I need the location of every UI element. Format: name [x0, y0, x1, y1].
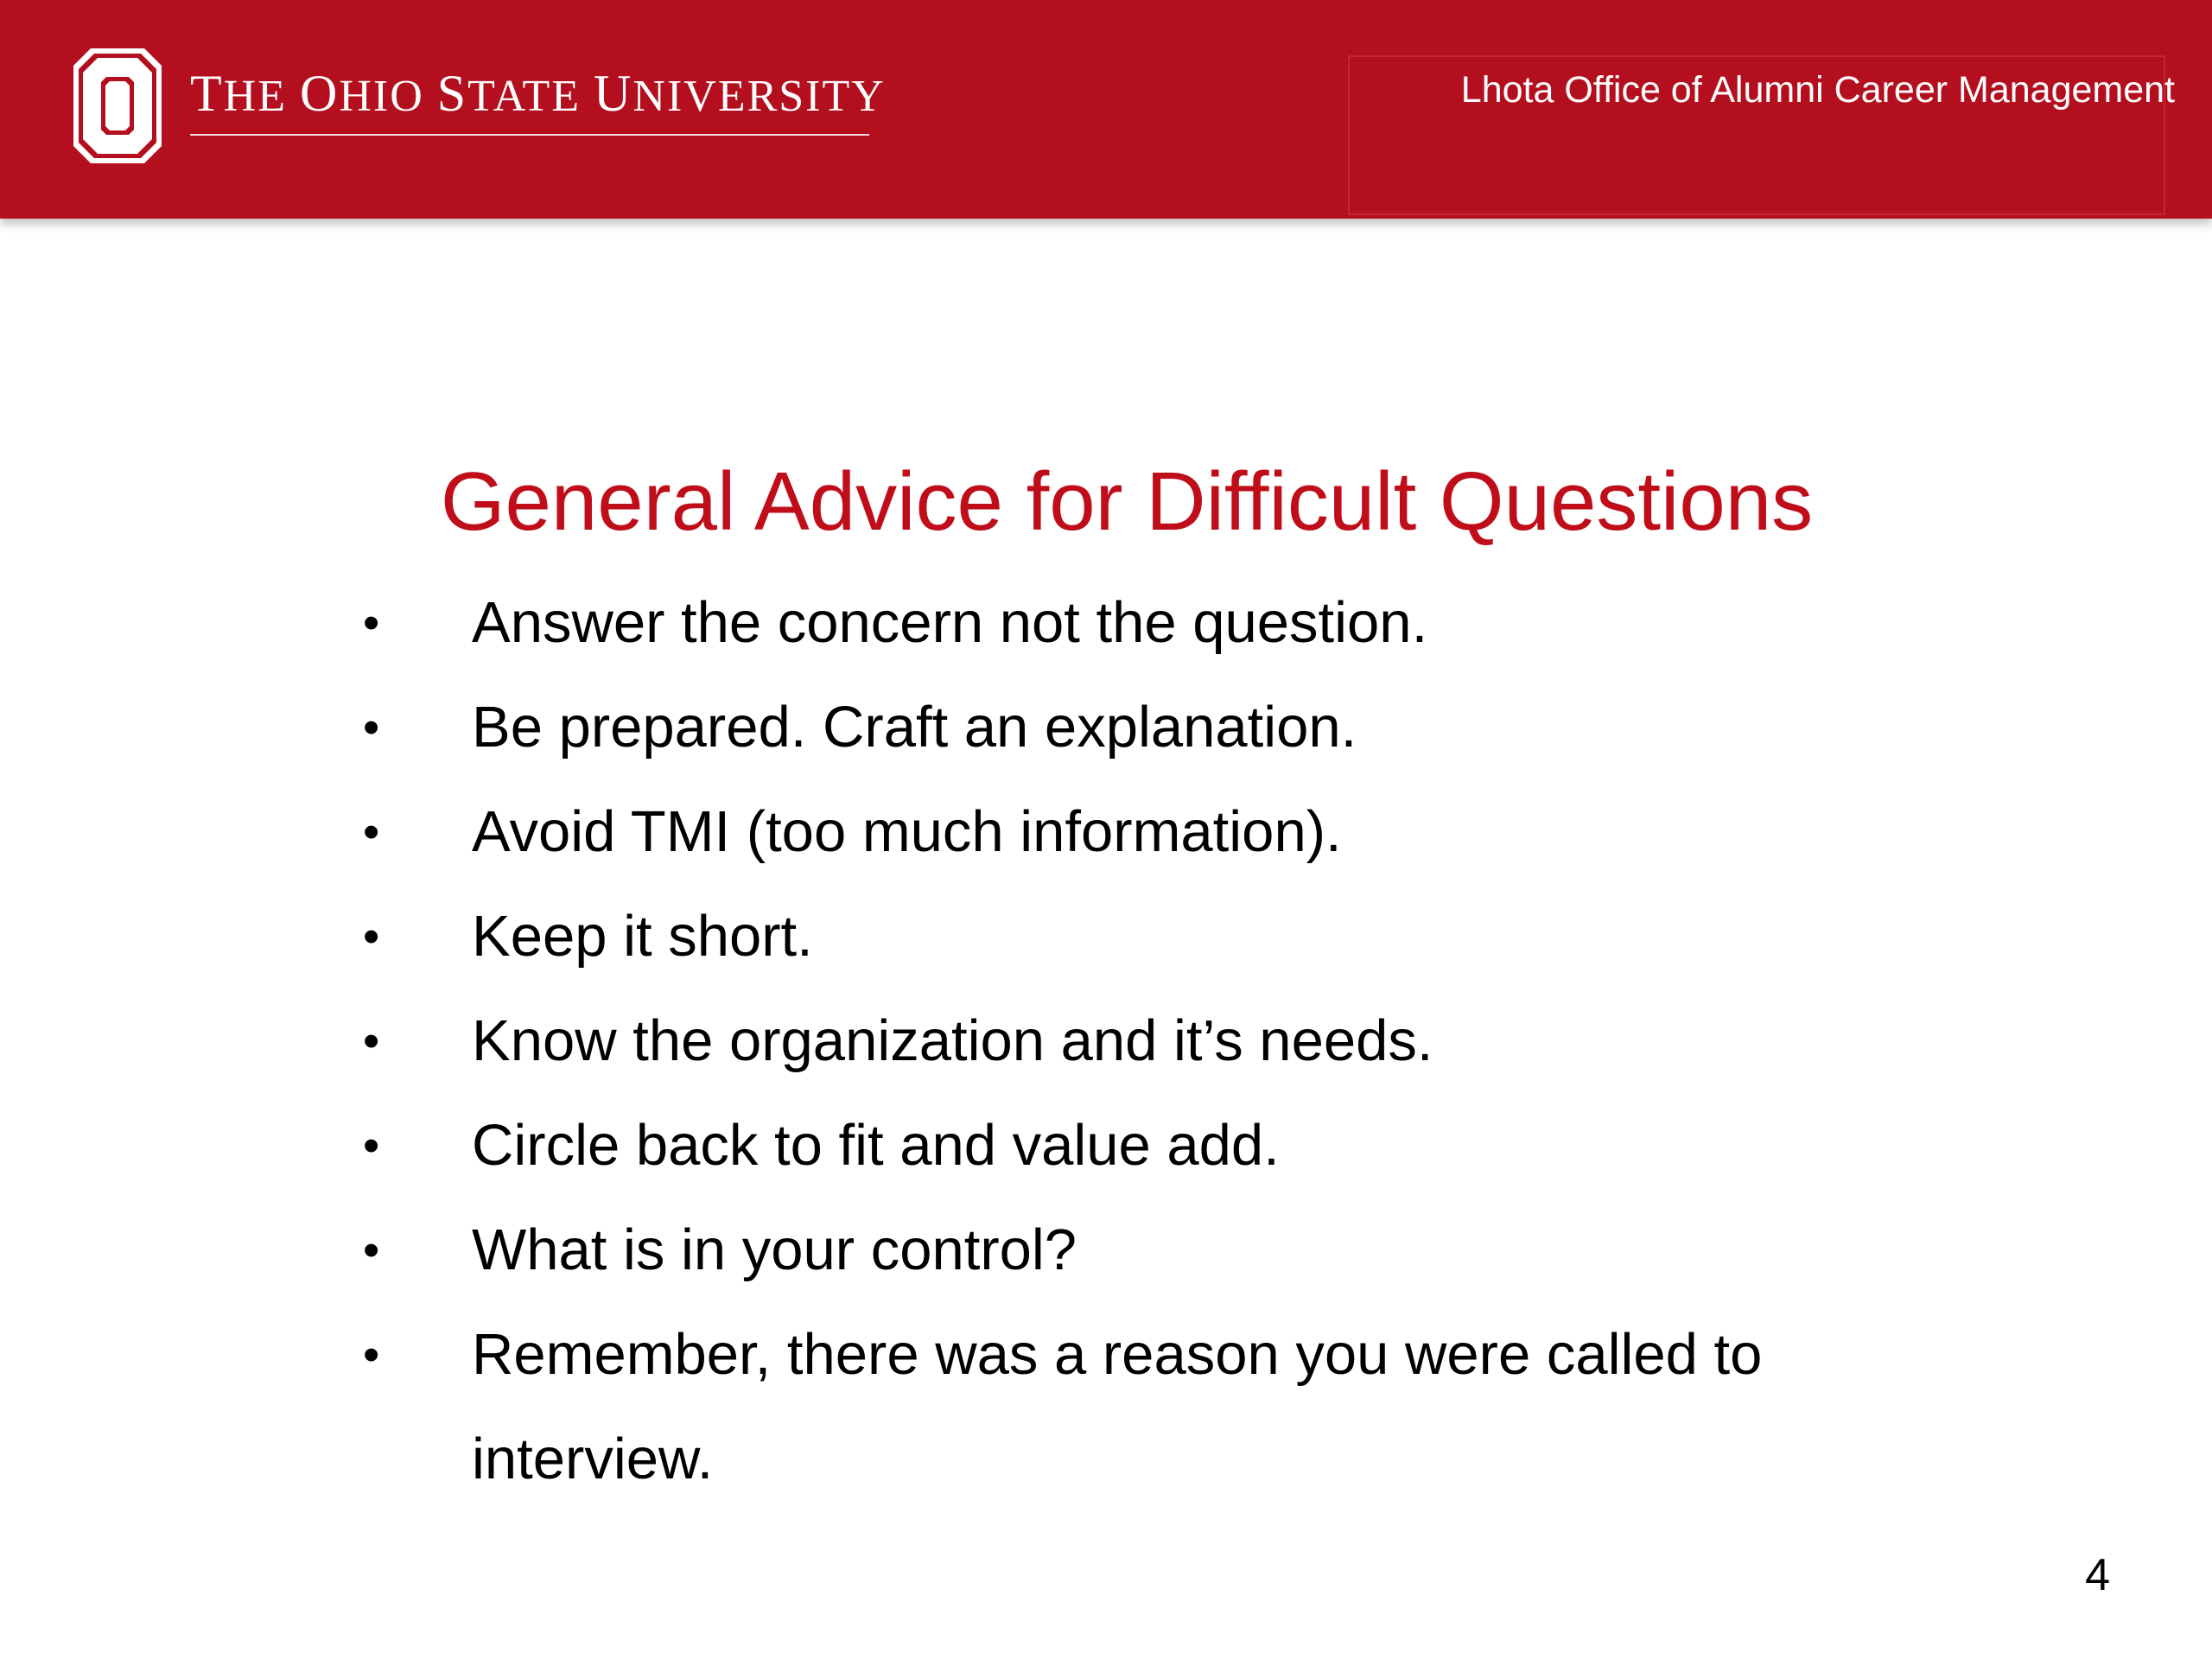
bullet-text: Be prepared. Craft an explanation.	[472, 695, 1357, 760]
bullet-dot: •	[363, 700, 380, 753]
bullet-item	[354, 779, 1941, 884]
bullet-dot: •	[363, 804, 380, 858]
bullet-item	[354, 1302, 1941, 1511]
bullet-item	[354, 675, 1941, 779]
wordmark-text: THE OHIO STATE UNIVERSITY	[190, 65, 886, 122]
wordmark-underline	[190, 134, 869, 136]
bullet-item	[354, 1198, 1941, 1302]
bullet-text: Know the organization and it’s needs.	[472, 1008, 1433, 1073]
bullet-dot: •	[363, 1118, 380, 1172]
bullet-dot: •	[363, 1223, 380, 1276]
bullet-text: Avoid TMI (too much information).	[472, 799, 1342, 864]
bullet-text: Keep it short.	[472, 904, 813, 969]
bullet-item	[354, 884, 1941, 988]
page-number: 4	[2085, 1550, 2110, 1600]
office-name: Lhota Office of Alumni Career Management	[1460, 69, 2175, 111]
bullet-dot: •	[363, 1327, 380, 1381]
slide-title: General Advice for Difficult Questions	[440, 455, 1814, 548]
bullet-text: What is in your control?	[472, 1217, 1077, 1282]
university-wordmark	[190, 65, 886, 122]
block-o-logo	[73, 48, 162, 163]
bullet-dot: •	[363, 1014, 380, 1067]
bullet-text: Answer the concern not the question.	[472, 590, 1428, 655]
bullet-text: Circle back to fit and value add.	[472, 1113, 1280, 1178]
header-bar	[0, 0, 2212, 219]
bullet-item	[354, 988, 1941, 1093]
bullet-dot: •	[363, 595, 380, 649]
bullet-item	[354, 570, 1941, 675]
bullet-list	[354, 570, 1941, 1511]
bullet-text: Remember, there was a reason you were called to interview.	[472, 1322, 1763, 1491]
bullet-item	[354, 1093, 1941, 1198]
bullet-dot: •	[363, 909, 380, 963]
